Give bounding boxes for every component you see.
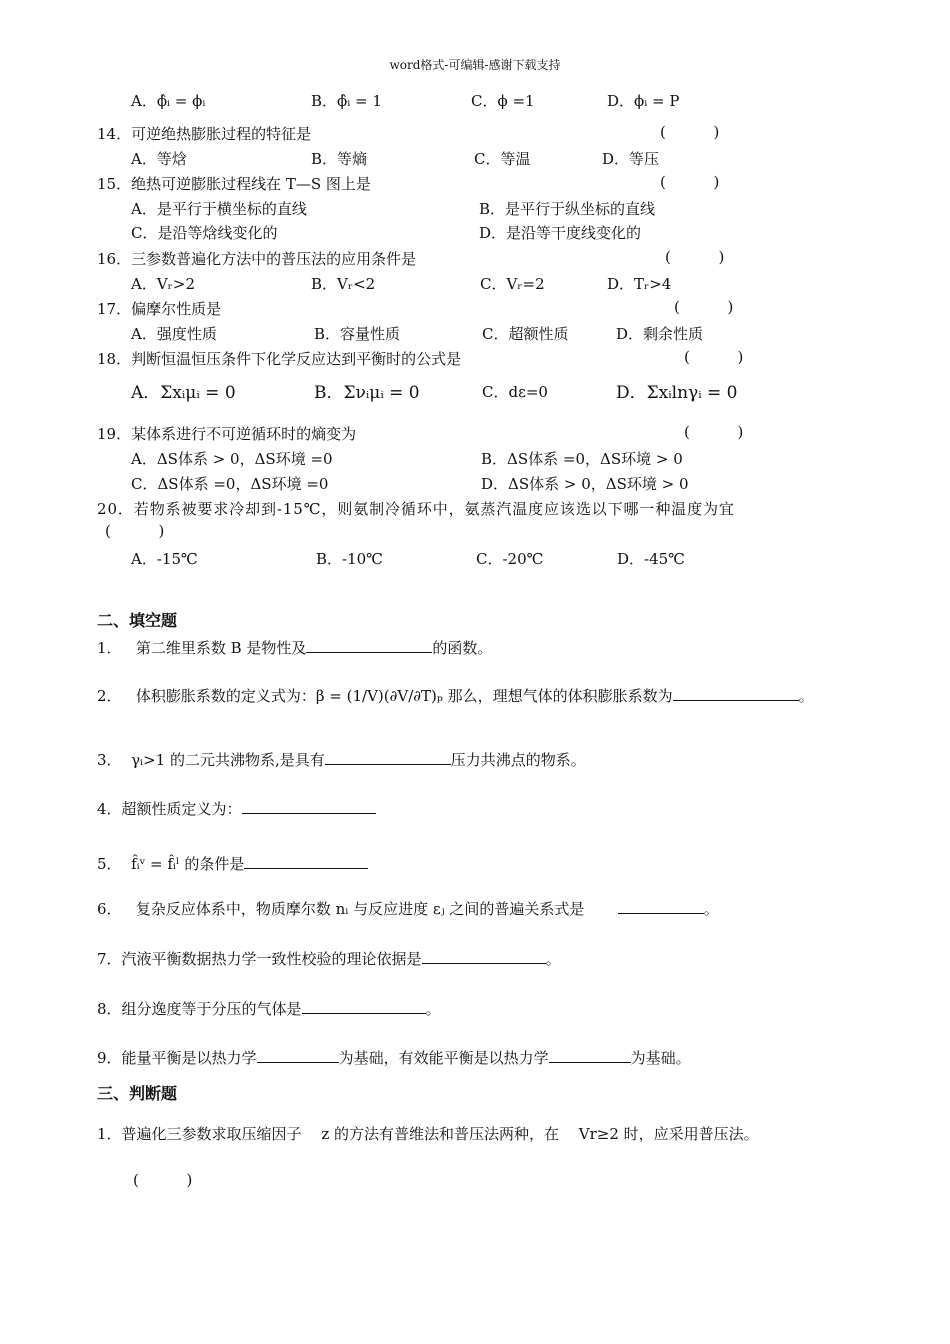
question-text: 判断恒温恒压条件下化学反应达到平衡时的公式是 <box>131 350 462 368</box>
answer-paren: ( ) <box>133 1171 193 1189</box>
item-number: 5． <box>97 855 122 873</box>
item-number: 9． <box>97 1049 122 1067</box>
option-c: C．-20℃ <box>476 550 544 568</box>
option-c: C．等温 <box>474 150 531 168</box>
item-text-after: 。 <box>425 1000 441 1018</box>
answer-blank[interactable] <box>242 799 376 814</box>
item-number: 3． <box>97 751 122 769</box>
item-text: 能量平衡是以热力学 <box>121 1049 257 1067</box>
question-number: 17． <box>97 300 132 318</box>
question-number: 16． <box>97 250 132 268</box>
option-b: B．容量性质 <box>314 325 401 343</box>
item-text: 组分逸度等于分压的气体是 <box>121 1000 302 1018</box>
answer-paren: ( ) <box>665 248 725 266</box>
item-number: 8． <box>97 1000 122 1018</box>
answer-paren: ( ) <box>660 123 720 141</box>
q13-option-d: D．ϕᵢ = P <box>607 92 680 110</box>
fill-item-2 <box>97 685 814 706</box>
answer-paren: ( ) <box>684 348 744 366</box>
item-number: 2． <box>97 687 122 705</box>
fill-item-8 <box>97 998 441 1019</box>
item-text-after: 。 <box>798 687 814 705</box>
option-b: B．是平行于纵坐标的直线 <box>479 200 656 218</box>
option-c: C．ΔS体系 =0，ΔS环境 =0 <box>131 475 329 493</box>
option-a: A．Vᵣ>2 <box>131 275 195 293</box>
option-c: C．Vᵣ=2 <box>480 275 545 293</box>
fill-item-4 <box>97 798 376 819</box>
answer-paren: ( ) <box>674 298 734 316</box>
item-text: 汽液平衡数据热力学一致性校验的理论依据是 <box>121 950 422 968</box>
item-number: 1． <box>97 1125 122 1143</box>
item-number: 1． <box>97 639 122 657</box>
question-14 <box>97 123 311 144</box>
question-15 <box>97 173 371 194</box>
answer-blank[interactable] <box>325 750 451 765</box>
question-number: 15． <box>97 175 132 193</box>
fill-item-6 <box>97 898 719 919</box>
item-text: 体积膨胀系数的定义式为：β = (1/V)(∂V/∂T)ₚ 那么，理想气体的体积膨胀系数为 <box>135 687 673 705</box>
question-text: 可逆绝热膨胀过程的特征是 <box>131 125 312 143</box>
option-a: A．Σxᵢμᵢ = 0 <box>131 383 236 403</box>
item-text: f̂ᵢᵛ = f̂ᵢˡ 的条件是 <box>131 855 245 873</box>
item-number: 6． <box>97 900 122 918</box>
option-b: B．ΔS体系 =0，ΔS环境 > 0 <box>481 450 683 468</box>
item-number: 7． <box>97 950 122 968</box>
item-text: 普遍化三参数求取压缩因子 z 的方法有普维法和普压法两种，在 Vr≥2 时，应采用普压法。 <box>121 1125 759 1143</box>
option-d: D．等压 <box>602 150 660 168</box>
option-d: D．是沿等干度线变化的 <box>479 224 642 242</box>
option-a: A．是平行于横坐标的直线 <box>131 200 307 218</box>
answer-blank[interactable] <box>306 638 432 653</box>
answer-blank[interactable] <box>302 999 426 1014</box>
section-title-fill-blank: 二、填空题 <box>97 611 178 630</box>
question-text: 偏摩尔性质是 <box>131 300 222 318</box>
question-19 <box>97 423 356 444</box>
question-number: 19． <box>97 425 132 443</box>
option-c: C．是沿等焓线变化的 <box>131 224 278 242</box>
question-number: 18． <box>97 350 132 368</box>
answer-blank[interactable] <box>257 1048 339 1063</box>
fill-item-1 <box>97 637 492 658</box>
item-text-mid: 为基础，有效能平衡是以热力学 <box>338 1049 549 1067</box>
question-text: 三参数普遍化方法中的普压法的应用条件是 <box>131 250 417 268</box>
question-text: 若物系被要求冷却到-15℃，则氨制冷循环中，氨蒸汽温度应该选以下哪一种温度为宜 <box>133 500 735 518</box>
question-16 <box>97 248 416 269</box>
question-18 <box>97 348 461 369</box>
option-b: B．Σνᵢμᵢ = 0 <box>314 383 420 403</box>
answer-paren: ( ) <box>684 423 744 441</box>
answer-blank[interactable] <box>618 899 704 914</box>
q13-option-c: C．ϕ =1 <box>471 92 535 110</box>
answer-paren: ( ) <box>660 173 720 191</box>
item-text: γᵢ>1 的二元共沸物系,是具有 <box>131 751 325 769</box>
item-text-after: 为基础。 <box>630 1049 691 1067</box>
option-b: B．等熵 <box>311 150 368 168</box>
option-d: D．ΔS体系 > 0，ΔS环境 > 0 <box>481 475 689 493</box>
question-17 <box>97 298 221 319</box>
fill-item-9 <box>97 1047 691 1068</box>
item-number: 4． <box>97 800 122 818</box>
question-number: 20． <box>97 500 134 518</box>
option-a: A．-15℃ <box>131 550 198 568</box>
item-text-after: 。 <box>545 950 561 968</box>
option-d: D．Σxᵢlnγᵢ = 0 <box>616 383 738 403</box>
option-d: D．Tᵣ>4 <box>607 275 672 293</box>
question-text: 绝热可逆膨胀过程线在 T—S 图上是 <box>131 175 371 193</box>
question-text: 某体系进行不可逆循环时的熵变为 <box>131 425 357 443</box>
item-text-after: 的函数。 <box>432 639 493 657</box>
option-a: A．ΔS体系 > 0，ΔS环境 =0 <box>131 450 333 468</box>
item-text: 超额性质定义为： <box>121 800 242 818</box>
page-header: word格式-可编辑-感谢下载支持 <box>389 58 561 72</box>
section-title-true-false: 三、判断题 <box>97 1084 178 1103</box>
option-d: D．-45℃ <box>617 550 685 568</box>
option-b: B．-10℃ <box>316 550 383 568</box>
judge-item-1 <box>97 1123 759 1144</box>
q13-option-b: B．ϕ̂ᵢ = 1 <box>311 92 382 110</box>
answer-blank[interactable] <box>549 1048 631 1063</box>
answer-blank[interactable] <box>422 949 546 964</box>
fill-item-5 <box>97 853 368 874</box>
item-text-after: 压力共沸点的物系。 <box>450 751 586 769</box>
fill-item-3 <box>97 749 586 770</box>
question-number: 14． <box>97 125 132 143</box>
item-text: 复杂反应体系中，物质摩尔数 nᵢ 与反应进度 εⱼ 之间的普遍关系式是 <box>135 900 585 918</box>
option-a: A．等焓 <box>131 150 187 168</box>
fill-item-7 <box>97 948 561 969</box>
option-a: A．强度性质 <box>131 325 217 343</box>
answer-paren: ( ) <box>105 522 165 540</box>
answer-blank[interactable] <box>244 854 368 869</box>
q13-option-a: A．ϕ̂ᵢ = ϕᵢ <box>131 92 206 110</box>
option-b: B．Vᵣ<2 <box>311 275 376 293</box>
option-c: C．超额性质 <box>482 325 569 343</box>
option-d: D．剩余性质 <box>616 325 704 343</box>
option-c: C．dε=0 <box>482 383 548 401</box>
item-text: 第二维里系数 B 是物性及 <box>135 639 307 657</box>
answer-blank[interactable] <box>673 686 799 701</box>
question-20 <box>97 498 735 519</box>
item-text-after: 。 <box>703 900 719 918</box>
